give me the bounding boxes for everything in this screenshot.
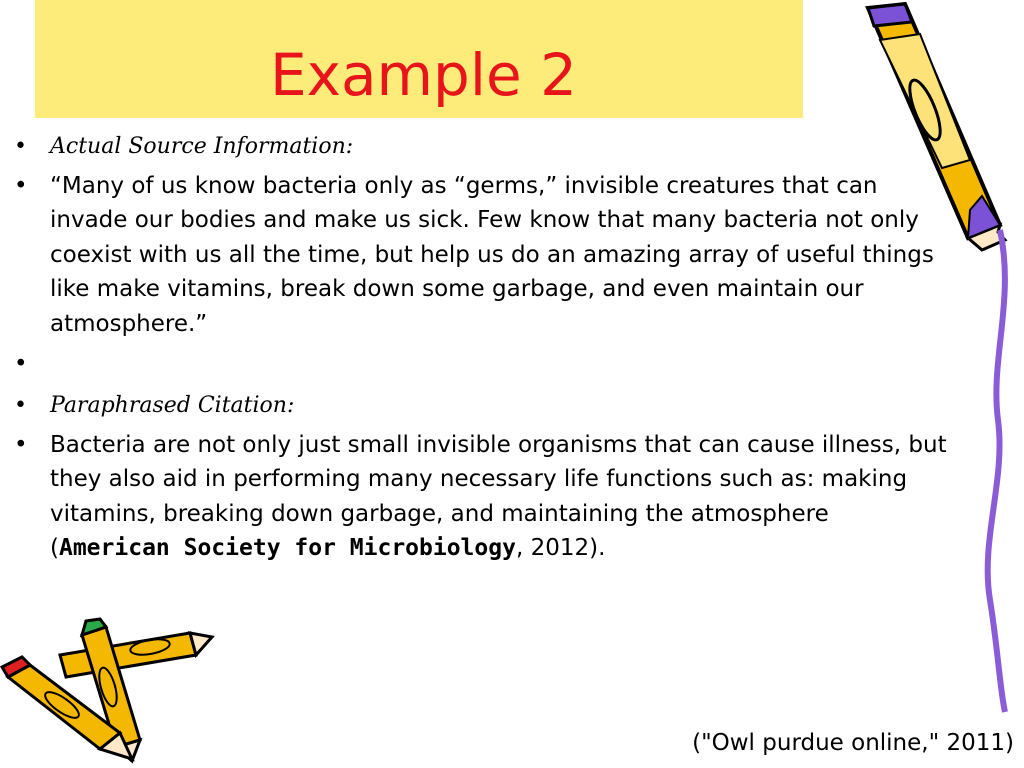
bullet-list: [14, 130, 954, 566]
bullet-actual-source-heading: • Actual Source Information:: [14, 130, 954, 165]
pencils-group-clipart-icon: [0, 615, 215, 765]
bullet-source-quote: • “Many of us know bacteria only as “germs,” invisible creatures that can invade our bodies and make us sick. Few know that many bacteria not only coexist with us all the time, but help us do an amazing array of useful things like make vitamins, break down some garbage, and even maintain our atmosphere.”: [14, 169, 954, 342]
paraphrase-text: Bacteria are not only just small invisible organisms that can cause illness, but they also aid in performing many necessary life functions such as: making vitamins, breaking down garbage, and maintaining the atmosphere (: [50, 431, 947, 561]
bullet-empty: [14, 347, 954, 389]
citation-source-bold: American Society for Microbiology: [58, 535, 516, 561]
bullet-paraphrased-heading: • Paraphrased Citation:: [14, 389, 954, 424]
bullet-paraphrase-text: [14, 428, 954, 566]
slide-title: Example 2: [270, 41, 577, 109]
pencil-clipart-icon: [850, 0, 1020, 715]
paraphrase-text-end: , 2012).: [515, 535, 606, 561]
footer-citation: ("Owl purdue online," 2011): [692, 730, 1014, 756]
